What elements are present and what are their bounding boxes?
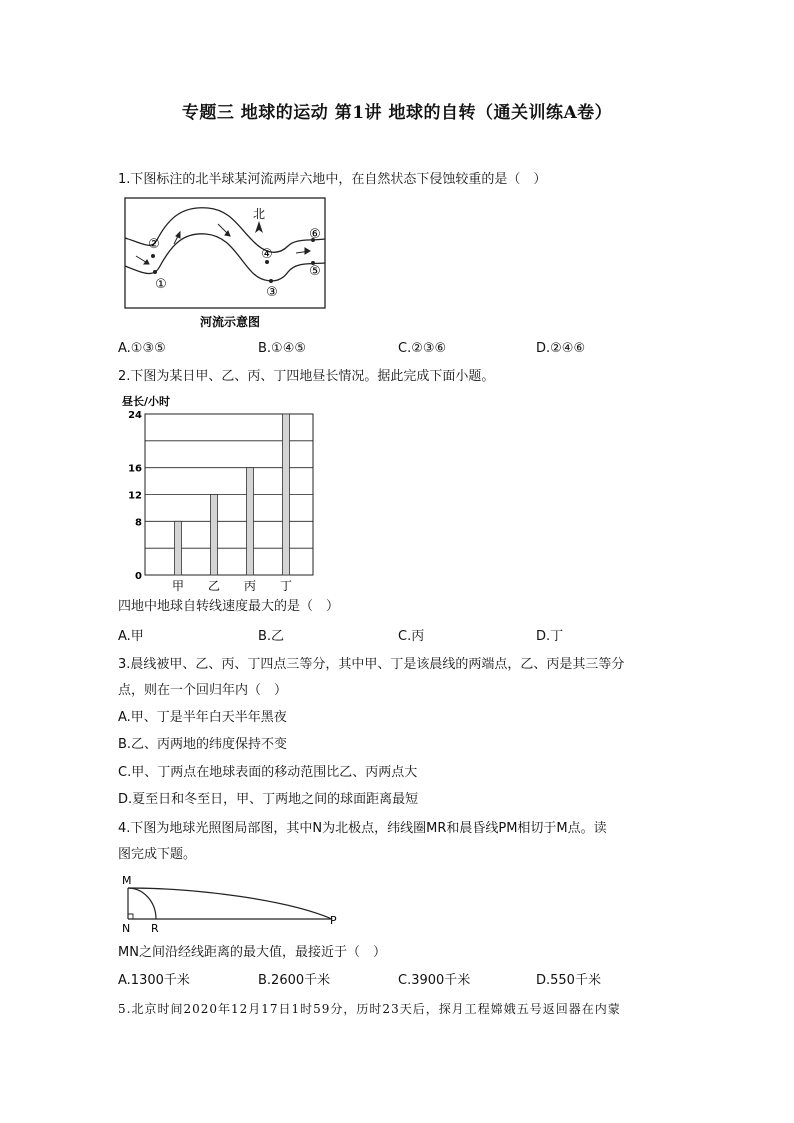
q5-stem: 5.北京时间2020年12月17日1时59分，历时23天后，探月工程嫦娥五号返回器在内蒙 xyxy=(118,1002,621,1016)
q4-option-c[interactable]: C.3900千米 xyxy=(398,973,471,988)
label-m: M xyxy=(122,874,132,887)
q2-stem: 2.下图为某日甲、乙、丙、丁四地昼长情况。据此完成下面小题。 xyxy=(118,369,495,384)
q3-option-b[interactable]: B.乙、丙两地的纬度保持不变 xyxy=(118,737,288,752)
y-tick-label: 8 xyxy=(135,517,142,529)
q3-option-a[interactable]: A.甲、丁是半年白天半年黑夜 xyxy=(118,710,287,725)
y-tick-label: 24 xyxy=(128,410,142,421)
point-3: ③ xyxy=(266,285,278,300)
label-r: R xyxy=(151,922,159,934)
q1-stem: 1.下图标注的北半球某河流两岸六地中，在自然状态下侵蚀较重的是（ ） xyxy=(118,172,547,187)
light-map-diagram xyxy=(118,872,348,934)
q1-option-d[interactable]: D.②④⑥ xyxy=(536,341,586,356)
q2-sub: 四地中地球自转线速度最大的是（ ） xyxy=(118,599,340,614)
q4-option-d[interactable]: D.550千米 xyxy=(536,973,601,988)
bar-1 xyxy=(175,521,182,575)
label-p: P xyxy=(330,914,337,927)
point-5: ⑤ xyxy=(309,264,321,279)
q3-option-d[interactable]: D.夏至日和冬至日，甲、丁两地之间的球面距离最短 xyxy=(118,792,419,807)
page-title: 专题三 地球的运动 第1讲 地球的自转（通关训练A卷） xyxy=(181,103,613,123)
q4-stem-line2: 图完成下题。 xyxy=(118,847,197,862)
river-caption: 河流示意图 xyxy=(199,315,261,329)
bar-3 xyxy=(247,468,254,575)
x-category-label: 甲 xyxy=(171,579,185,592)
chart-ylabel: 昼长/小时 xyxy=(122,395,171,408)
chart-labels xyxy=(128,410,292,592)
right-angle-mark xyxy=(128,914,133,919)
q4-stem-line1: 4.下图为地球光照图局部图，其中N为北极点，纬线圈MR和晨昏线PM相切于M点。读 xyxy=(118,821,607,836)
terminator-pm xyxy=(128,888,332,919)
label-n: N xyxy=(122,922,131,934)
q2-option-d[interactable]: D.丁 xyxy=(536,629,564,644)
q1-option-b[interactable]: B.①④⑤ xyxy=(258,341,307,356)
north-arrow-icon xyxy=(255,221,263,233)
bar-4 xyxy=(283,414,290,575)
river-diagram xyxy=(120,196,340,336)
y-tick-label: 16 xyxy=(128,463,142,475)
q2-option-c[interactable]: C.丙 xyxy=(398,629,425,644)
q2-option-b[interactable]: B.乙 xyxy=(258,629,285,644)
q2-option-a[interactable]: A.甲 xyxy=(118,629,144,644)
x-category-label: 丁 xyxy=(279,579,293,592)
y-tick-label: 12 xyxy=(128,490,142,502)
point-4: ④ xyxy=(261,247,273,262)
q4-option-b[interactable]: B.2600千米 xyxy=(258,973,331,988)
daylength-chart xyxy=(118,392,328,592)
q4-option-a[interactable]: A.1300千米 xyxy=(118,973,190,988)
x-category-label: 丙 xyxy=(243,579,257,592)
x-category-label: 乙 xyxy=(207,579,221,592)
q1-option-c[interactable]: C.②③⑥ xyxy=(398,341,447,356)
q3-stem-line1: 3.晨线被甲、乙、丙、丁四点三等分，其中甲、丁是该晨线的两端点，乙、丙是其三等分 xyxy=(118,657,625,672)
q1-option-a[interactable]: A.①③⑤ xyxy=(118,341,166,356)
q4-sub: MN之间沿经线距离的最大值，最接近于（ ） xyxy=(118,945,386,960)
point-6: ⑥ xyxy=(309,227,321,242)
q3-option-c[interactable]: C.甲、丁两点在地球表面的移动范围比乙、丙两点大 xyxy=(118,765,418,780)
north-label: 北 xyxy=(252,207,266,221)
point-2: ② xyxy=(148,237,160,252)
y-tick-label: 0 xyxy=(135,571,142,582)
q3-stem-line2: 点，则在一个回归年内（ ） xyxy=(118,683,288,698)
point-1: ① xyxy=(155,277,167,292)
bar-2 xyxy=(211,495,218,576)
